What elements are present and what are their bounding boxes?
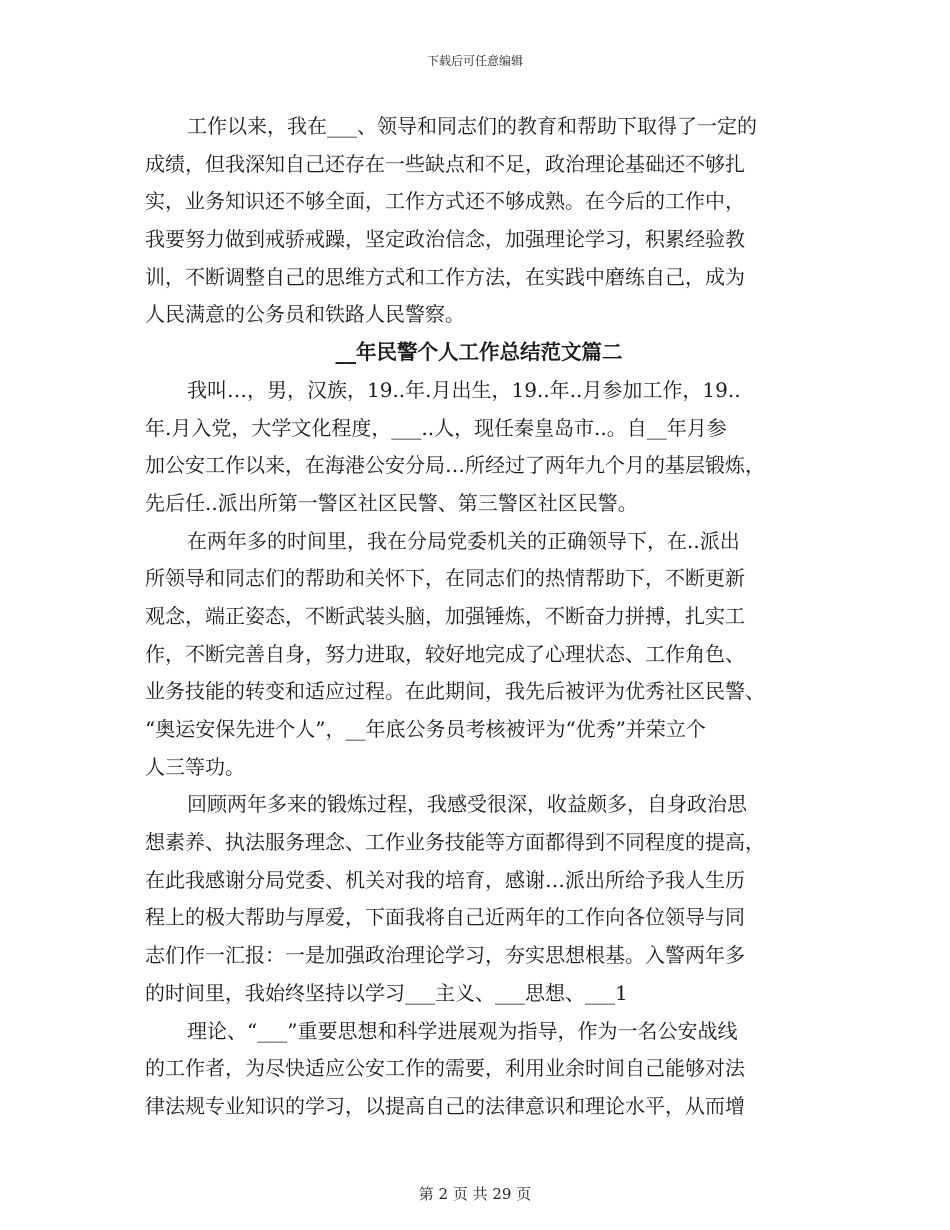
document-body xyxy=(145,108,813,1126)
text-line: 程上的极大帮助与厚爱，下面我将自己近两年的工作向各位领导与同 xyxy=(145,905,745,930)
text-line: 观念，端正姿态，不断武装头脑，加强锤炼，不断奋力拼搏，扎实工 xyxy=(145,603,745,628)
text-line: 作，不断完善自身，努力进取，较好地完成了心理状态、工作角色、 xyxy=(145,641,745,666)
page-header: 下载后可任意编辑 xyxy=(426,54,523,68)
text-line: 的工作者，为尽快适应公安工作的需要，利用业余时间自己能够对法 xyxy=(145,1056,745,1081)
text-line: 业务技能的转变和适应过程。在此期间，我先后被评为优秀社区民警、 xyxy=(145,679,765,704)
text-line: 志们作一汇报：一是加强政治理论学习，夯实思想根基。入警两年多 xyxy=(145,943,745,968)
text-line: 工作以来，我在___、领导和同志们的教育和帮助下取得了一定的 xyxy=(187,114,757,138)
text-line: 律法规专业知识的学习，以提高自己的法律意识和理论水平，从而增 xyxy=(145,1093,745,1118)
text-line: 理论、“___”重要思想和科学进展观为指导，作为一名公安战线 xyxy=(187,1018,738,1043)
text-line: 的时间里，我始终坚持以学习___主义、___思想、___1 xyxy=(145,980,628,1005)
text-line: 回顾两年多来的锻炼过程，我感受很深，收益颇多，自身政治思 xyxy=(187,792,747,817)
text-line: 先后任..派出所第一警区社区民警、第三警区社区民警。 xyxy=(145,490,638,515)
text-line: 训，不断调整自己的思维方式和工作方法，在实践中磨练自己，成为 xyxy=(145,264,745,289)
text-line: “奥运安保先进个人”，__年底公务员考核被评为“优秀”并荣立个 xyxy=(145,717,706,741)
text-line: 实，业务知识还不够全面，工作方式还不够成熟。在今后的工作中， xyxy=(145,189,745,214)
page-footer: 第 2 页 共 29 页 xyxy=(418,1185,532,1203)
text-line: 人三等功。 xyxy=(145,754,245,779)
text-line: 成绩，但我深知自己还存在一些缺点和不足，政治理论基础还不够扎 xyxy=(145,151,745,176)
text-line: 我要努力做到戒骄戒躁，坚定政治信念，加强理论学习，积累经验教 xyxy=(145,227,745,252)
text-line: 加公安工作以来，在海港公安分局…所经过了两年九个月的基层锻炼， xyxy=(145,453,765,478)
text-line: 我叫…，男，汉族，19..年.月出生，19..年..月参加工作，19.. xyxy=(187,377,741,402)
text-line: 年.月入党，大学文化程度，___..人，现任秦皇岛市..。自__年月参 xyxy=(145,415,727,440)
text-line: 所领导和同志们的帮助和关怀下，在同志们的热情帮助下，不断更新 xyxy=(145,566,745,591)
text-line: 人民满意的公务员和铁路人民警察。 xyxy=(145,302,465,327)
section-title: __年民警个人工作总结范文篇二 xyxy=(335,340,623,365)
text-line: 在两年多的时间里，我在分局党委机关的正确领导下，在..派出 xyxy=(187,528,740,553)
text-line: 想素养、执法服务理念、工作业务技能等方面都得到不同程度的提高， xyxy=(145,830,765,855)
text-line: 在此我感谢分局党委、机关对我的培育，感谢…派出所给予我人生历 xyxy=(145,867,745,892)
